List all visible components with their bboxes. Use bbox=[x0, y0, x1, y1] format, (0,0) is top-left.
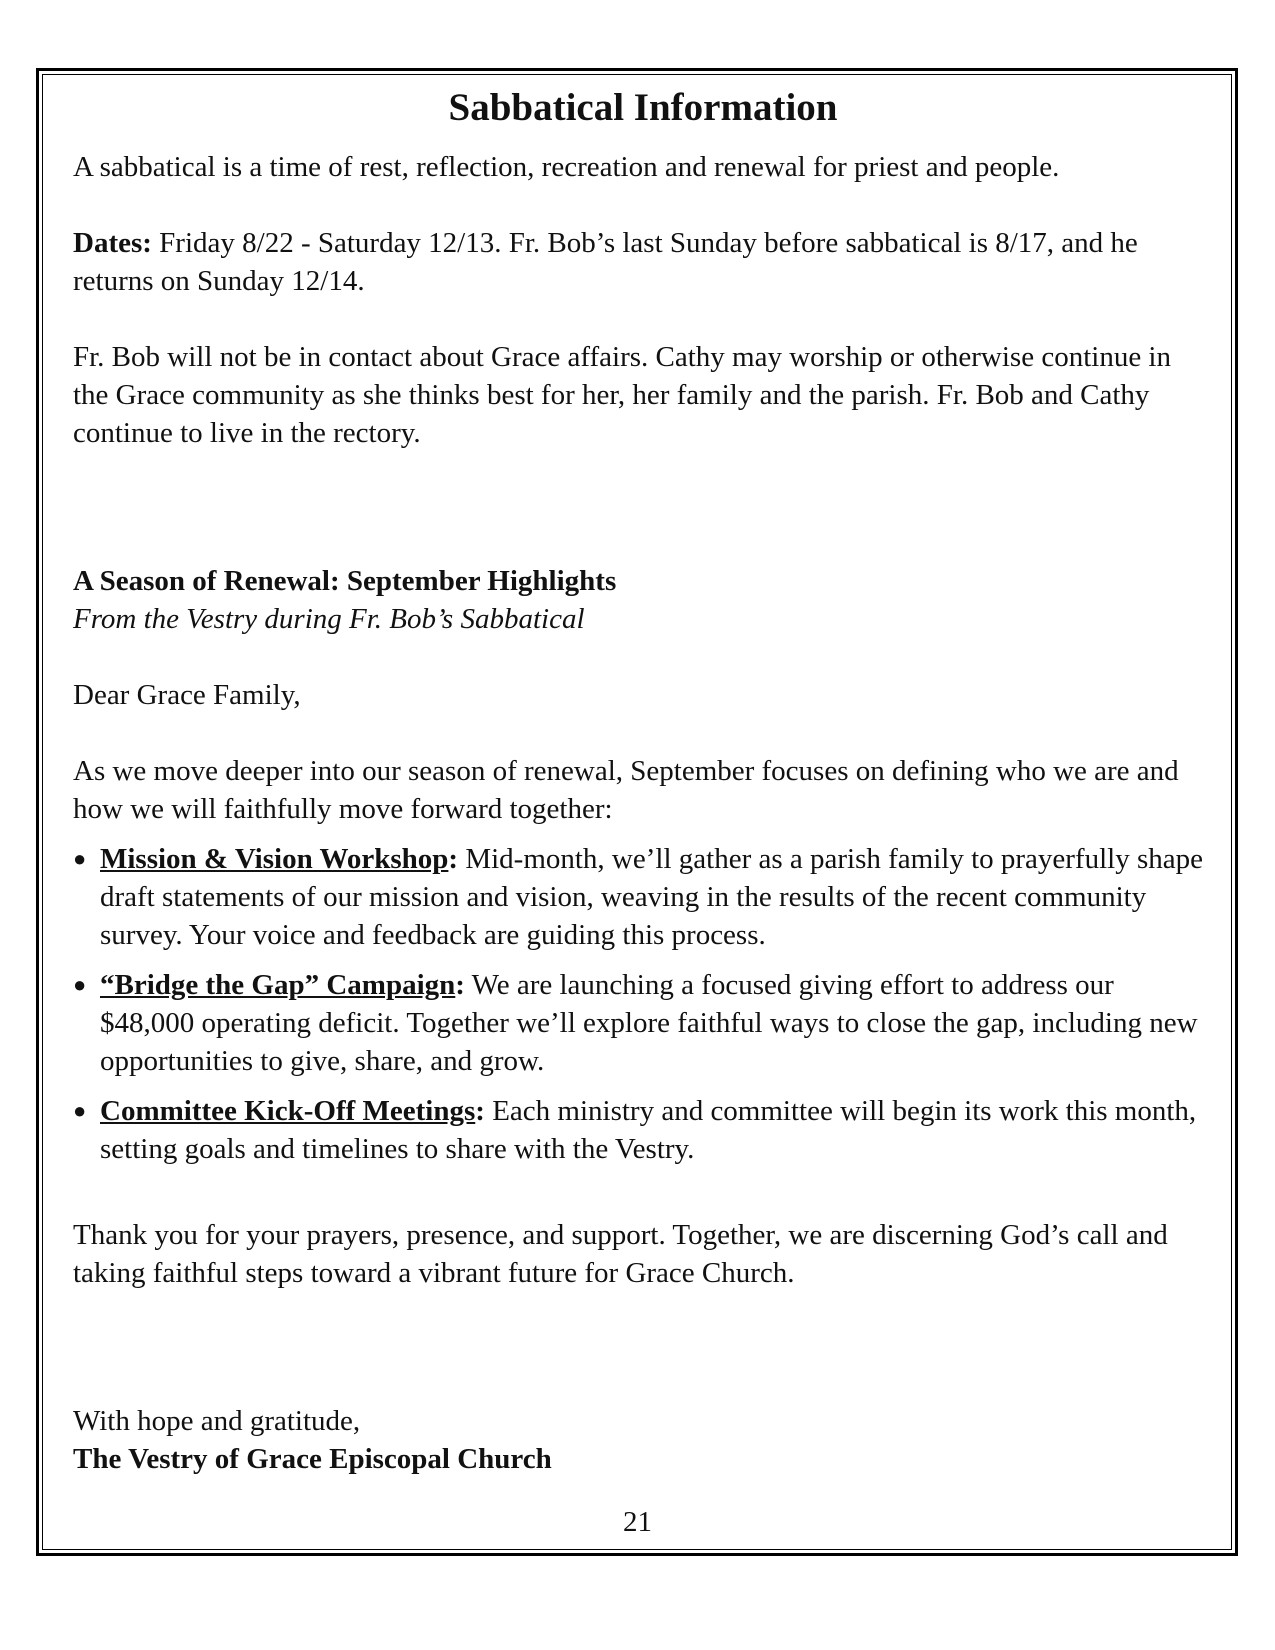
list-item-colon: : bbox=[475, 1094, 485, 1127]
page-content bbox=[73, 87, 1213, 1478]
bullet-icon: ● bbox=[73, 845, 87, 871]
letter-lead: As we move deeper into our season of renewal, September focuses on defining who we are and how we will faithfully move forward together: bbox=[73, 754, 1179, 825]
spacer bbox=[73, 300, 1213, 338]
spacer bbox=[73, 714, 1213, 752]
bullet-icon: ● bbox=[73, 971, 87, 997]
letter-thanks: Thank you for your prayers, presence, and support. Together, we are discerning God’s call and taking faithful steps toward a vibrant future for Grace Church. bbox=[73, 1218, 1168, 1289]
bullet-icon: ● bbox=[73, 1097, 87, 1123]
list-item bbox=[73, 840, 1213, 954]
list-item-colon: : bbox=[455, 968, 465, 1001]
letter-closing: With hope and gratitude, bbox=[73, 1404, 361, 1437]
page-border bbox=[36, 68, 1238, 1556]
spacer bbox=[73, 1292, 1213, 1402]
list-item-body bbox=[100, 1092, 1213, 1168]
list-item-text: Each ministry and committee will begin its work this month, setting goals and timelines to share with the Vestry. bbox=[100, 1094, 1197, 1165]
highlights-list bbox=[73, 840, 1213, 1168]
page-number: 21 bbox=[623, 1506, 652, 1538]
dates-text: Friday 8/22 - Saturday 12/13. Fr. Bob’s last Sunday before sabbatical is 8/17, and he returns on Sunday 12/14. bbox=[73, 226, 1138, 297]
spacer bbox=[73, 452, 1213, 562]
dates-paragraph bbox=[73, 224, 1213, 300]
spacer bbox=[73, 638, 1213, 676]
list-item-term: Mission & Vision Workshop bbox=[100, 842, 449, 875]
list-item bbox=[73, 966, 1213, 1080]
page-title: Sabbatical Information bbox=[448, 86, 838, 129]
intro-paragraph: A sabbatical is a time of rest, reflection, recreation and renewal for priest and people. bbox=[73, 150, 1060, 183]
list-item-body bbox=[100, 840, 1213, 954]
spacer bbox=[73, 1180, 1213, 1216]
list-item-body bbox=[100, 966, 1213, 1080]
contact-paragraph: Fr. Bob will not be in contact about Grace affairs. Cathy may worship or otherwise continue in the Grace community as she thinks best for her, her family and the parish. Fr. Bob and Cathy continue to live in the rectory. bbox=[73, 340, 1171, 449]
spacer bbox=[73, 186, 1213, 224]
list-item bbox=[73, 1092, 1213, 1168]
letter-signature: The Vestry of Grace Episcopal Church bbox=[73, 1442, 552, 1475]
list-item-colon: : bbox=[448, 842, 459, 875]
dates-label: Dates: bbox=[73, 226, 152, 259]
list-item-text: We are launching a focused giving effort to address our $48,000 operating deficit. Together we’ll explore faithful ways to close the gap, including new opportunities to give, share, and grow. bbox=[100, 968, 1198, 1077]
list-item-term: Committee Kick-Off Meetings bbox=[100, 1094, 476, 1127]
letter-heading: A Season of Renewal: September Highlights bbox=[73, 564, 617, 597]
list-item-term: “Bridge the Gap” Campaign bbox=[100, 968, 456, 1001]
letter-subheading: From the Vestry during Fr. Bob’s Sabbatical bbox=[73, 602, 585, 635]
list-item-text: Mid-month, we’ll gather as a parish family to prayerfully shape draft statements of our mission and vision, weaving in the results of the recent community survey. Your voice and feedback are guiding this process. bbox=[100, 842, 1203, 951]
letter-salutation: Dear Grace Family, bbox=[73, 678, 301, 711]
page-border-inner bbox=[42, 74, 1232, 1550]
